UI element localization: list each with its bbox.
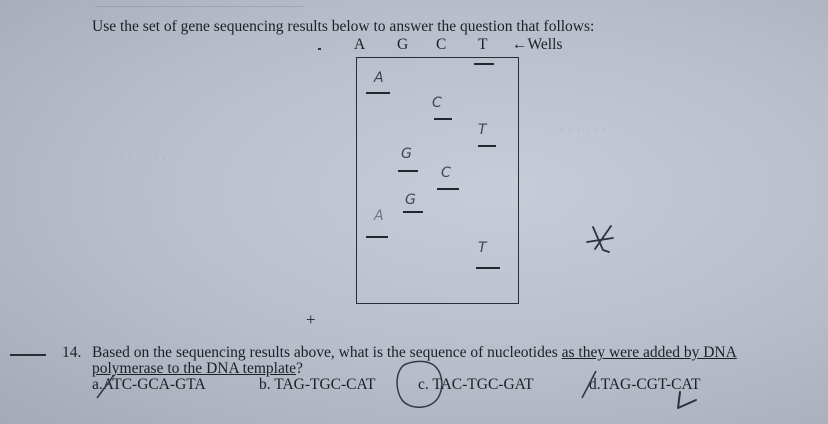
question-number: 14.: [62, 344, 82, 361]
cross-out-mark-icon: [94, 372, 118, 400]
option-a-label: a.: [92, 376, 103, 393]
well-t: [474, 63, 494, 65]
band-a-2: [366, 236, 388, 238]
handwritten-a-2: A: [374, 208, 384, 224]
positive-electrode-sign: +: [306, 310, 316, 329]
handwritten-c-1: C: [432, 95, 442, 111]
handwritten-a-1: A: [374, 70, 384, 86]
option-c-label: c.: [418, 376, 429, 393]
lane-label-g: G: [397, 36, 409, 53]
handwritten-g-2: G: [405, 192, 416, 208]
band-c-1: [434, 118, 452, 120]
lane-label-c: C: [436, 36, 447, 53]
option-d-label: d.: [589, 376, 601, 393]
option-b-label: b.: [259, 376, 271, 393]
option-c[interactable]: [418, 376, 534, 394]
cross-out-mark-icon: [578, 368, 602, 400]
option-c-text: TAC-TGC-GAT: [432, 376, 534, 393]
question-text-1: Based on the sequencing results above, what is the sequence of nucleotides: [92, 344, 558, 361]
band-t-1: [478, 145, 496, 147]
option-b-text: TAG-TGC-CAT: [274, 376, 376, 393]
wells-label: ←Wells: [512, 36, 563, 53]
question-end: ?: [296, 360, 303, 377]
band-a-1: [366, 92, 390, 94]
band-g-2: [403, 211, 423, 213]
star-doodle-icon: [583, 222, 619, 256]
handwritten-t-2: T: [478, 240, 487, 256]
option-a-text: ATC-GCA-GTA: [102, 376, 206, 393]
lane-label-t: T: [478, 36, 488, 53]
question-underlined-1: as they were added by DNA: [561, 344, 737, 361]
bleed-through-text: · · · · · ·: [120, 152, 166, 167]
lane-label-a: A: [354, 36, 366, 53]
band-c-2: [437, 188, 459, 190]
band-g-1: [398, 170, 418, 172]
cropped-line: [95, 0, 305, 7]
stray-mark: [318, 48, 321, 50]
option-b[interactable]: [259, 376, 375, 394]
handwritten-t-1: T: [478, 122, 487, 138]
handwritten-g-1: G: [401, 146, 412, 162]
bleed-through-text: · · · · · ·: [560, 124, 606, 139]
check-mark-icon: [674, 388, 702, 412]
question-underlined-2: polymerase to the DNA template: [92, 360, 297, 377]
band-t-2: [476, 267, 500, 269]
handwritten-c-2: C: [441, 165, 451, 181]
answer-blank: [10, 354, 46, 356]
instruction-text: Use the set of gene sequencing results below to answer the question that follows:: [92, 18, 595, 35]
option-d-text: TAG-CGT-CAT: [600, 376, 701, 393]
